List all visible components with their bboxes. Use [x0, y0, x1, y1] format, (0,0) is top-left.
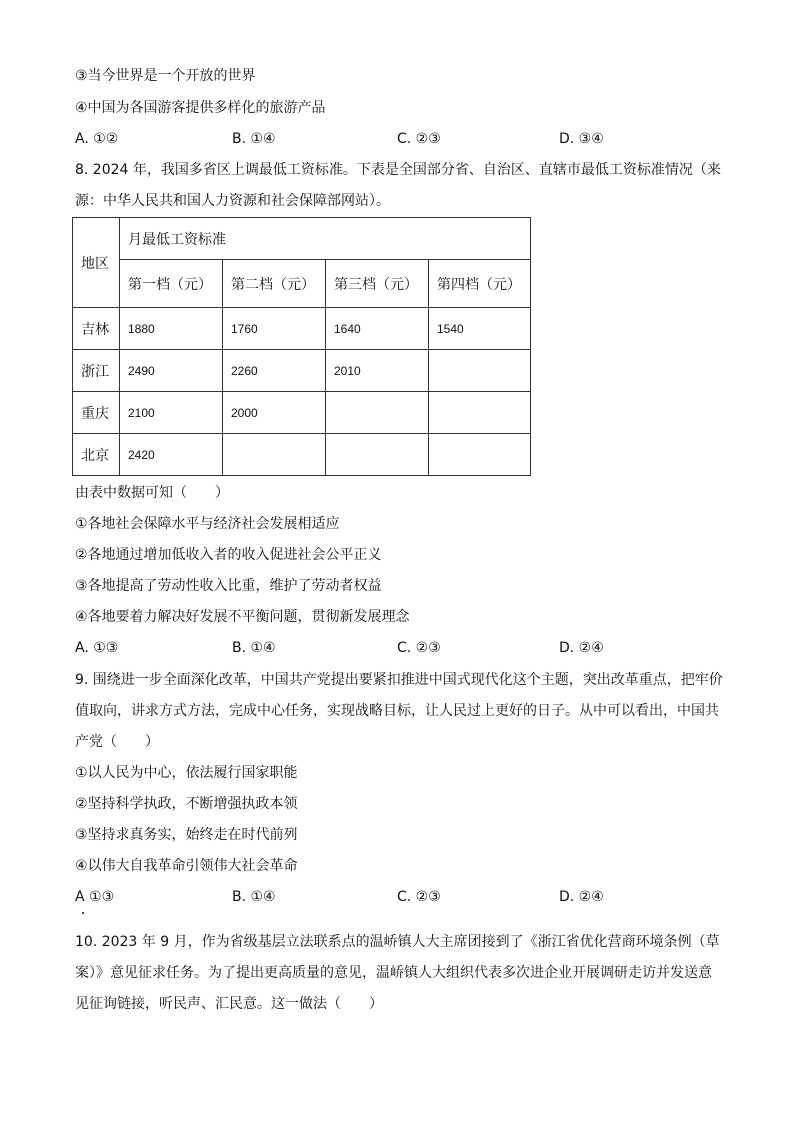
option-c: C. ②③	[397, 131, 441, 147]
table-row	[73, 308, 531, 350]
tier-header-3: 第三档（元）	[326, 260, 429, 308]
value-cell: 2260	[223, 350, 326, 392]
tier-header-1: 第一档（元）	[120, 260, 223, 308]
option-b: B. ①④	[232, 889, 276, 905]
q8-item-3: ③各地提高了劳动性收入比重，维护了劳动者权益	[75, 578, 382, 594]
tier-header-2: 第二档（元）	[223, 260, 326, 308]
option-b: B. ①④	[232, 131, 276, 147]
value-cell: 1760	[223, 308, 326, 350]
region-cell: 北京	[73, 434, 120, 476]
value-cell: 2490	[120, 350, 223, 392]
q8-question: 由表中数据可知（ ）	[75, 485, 229, 501]
value-cell	[223, 434, 326, 476]
value-cell: 2420	[120, 434, 223, 476]
option-c: C. ②③	[397, 889, 441, 905]
q10-stem-line-1: 10. 2023 年 9 月，作为省级基层立法联系点的温峤镇人大主席团接到了《浙江省优化营商环境条例（草	[75, 934, 720, 950]
stray-mark	[82, 912, 84, 914]
value-cell: 2100	[120, 392, 223, 434]
prev-item-3: ③当今世界是一个开放的世界	[75, 68, 256, 84]
option-a: A ①③	[75, 889, 115, 905]
group-header: 月最低工资标准	[120, 218, 531, 260]
table-row	[73, 392, 531, 434]
region-cell: 重庆	[73, 392, 120, 434]
q9-item-2: ②坚持科学执政，不断增强执政本领	[75, 796, 298, 812]
q9-stem-line-3: 产党（ ）	[75, 734, 159, 750]
q9-item-1: ①以人民为中心，依法履行国家职能	[75, 765, 298, 781]
prev-item-4: ④中国为各国游客提供多样化的旅游产品	[75, 100, 326, 116]
option-c: C. ②③	[397, 640, 441, 656]
option-a: A. ①③	[75, 640, 119, 656]
q9-options	[75, 887, 715, 907]
q8-options	[75, 638, 715, 658]
value-cell: 1640	[326, 308, 429, 350]
option-a: A. ①②	[75, 131, 119, 147]
prev-options	[75, 129, 715, 149]
region-cell: 吉林	[73, 308, 120, 350]
wage-table	[72, 217, 531, 476]
value-cell: 1540	[429, 308, 531, 350]
q8-item-2: ②各地通过增加低收入者的收入促进社会公平正义	[75, 547, 382, 563]
value-cell	[429, 350, 531, 392]
option-d: D. ③④	[559, 131, 604, 147]
q8-item-1: ①各地社会保障水平与经济社会发展相适应	[75, 516, 340, 532]
table-row	[73, 350, 531, 392]
q9-stem-line-1: 9. 围绕进一步全面深化改革，中国共产党提出要紧扣推进中国式现代化这个主题，突出改革重点，把牢价	[75, 672, 723, 688]
option-d: D. ②④	[559, 640, 604, 656]
value-cell: 1880	[120, 308, 223, 350]
option-b: B. ①④	[232, 640, 276, 656]
value-cell	[326, 392, 429, 434]
option-d: D. ②④	[559, 889, 604, 905]
value-cell	[429, 392, 531, 434]
q8-stem-line-2: 源：中华人民共和国人力资源和社会保障部网站）。	[75, 193, 390, 209]
value-cell: 2010	[326, 350, 429, 392]
region-header: 地区	[73, 218, 120, 308]
tier-header-4: 第四档（元）	[429, 260, 531, 308]
value-cell	[429, 434, 531, 476]
q10-stem-line-2: 案）》意见征求任务。为了提出更高质量的意见，温峤镇人大组织代表多次进企业开展调研走访并发送意	[75, 965, 712, 981]
region-cell: 浙江	[73, 350, 120, 392]
value-cell: 2000	[223, 392, 326, 434]
q9-item-3: ③坚持求真务实，始终走在时代前列	[75, 827, 298, 843]
table-row	[73, 434, 531, 476]
value-cell	[326, 434, 429, 476]
q8-stem-line-1: 8. 2024 年，我国多省区上调最低工资标准。下表是全国部分省、自治区、直辖市最低工资标准情况（来	[75, 162, 721, 178]
q8-item-4: ④各地要着力解决好发展不平衡问题，贯彻新发展理念	[75, 609, 410, 625]
q10-stem-line-3: 见征询链接，听民声、汇民意。这一做法（ ）	[75, 996, 383, 1012]
q9-stem-line-2: 值取向，讲求方式方法，完成中心任务，实现战略目标，让人民过上更好的日子。从中可以看出，中国共	[75, 703, 719, 719]
q9-item-4: ④以伟大自我革命引领伟大社会革命	[75, 858, 298, 874]
